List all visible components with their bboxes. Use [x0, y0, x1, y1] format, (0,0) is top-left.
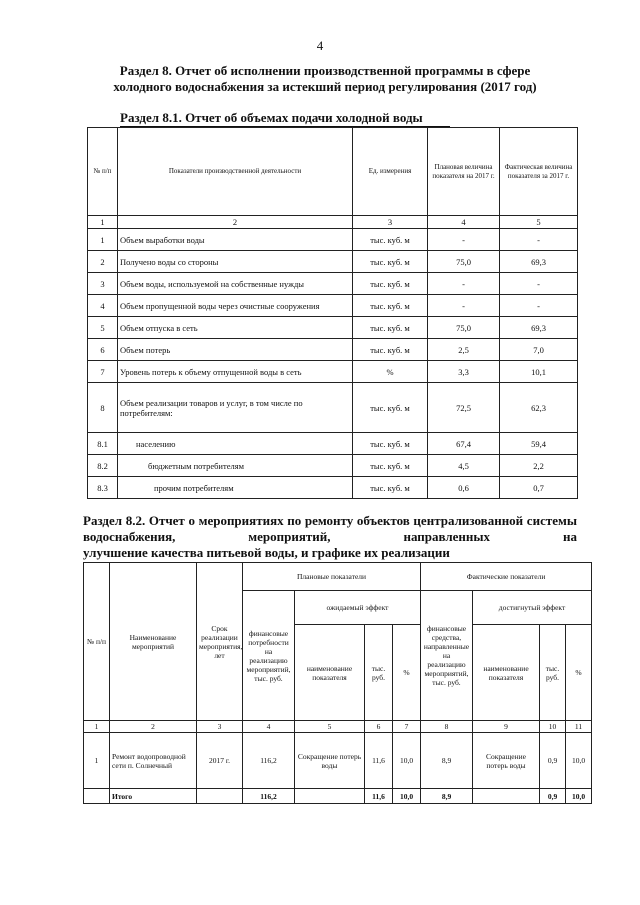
plan-value: 75,0 [428, 317, 500, 339]
plan-value: 67,4 [428, 433, 500, 455]
table-row [88, 317, 578, 339]
row-number: 8.1 [88, 433, 118, 455]
plan-value: 0,6 [428, 477, 500, 499]
row-number: 3 [88, 273, 118, 295]
indicator-name: Объем выработки воды [118, 229, 353, 251]
total-plan-rub: 11,6 [365, 789, 393, 804]
table-row [88, 361, 578, 383]
header-cell: № п/п [88, 128, 118, 216]
fact-value: - [500, 295, 578, 317]
indicator-name: бюджетным потребителям [118, 455, 353, 477]
column-number: 5 [500, 216, 578, 229]
column-number: 8 [421, 721, 473, 733]
section-8-2-title-line2: улучшение качества питьевой воды, и графике их реализации [83, 545, 450, 560]
water-supply-volumes-table [87, 127, 578, 499]
fact-value: 0,7 [500, 477, 578, 499]
table-row [88, 477, 578, 499]
table-row [88, 251, 578, 273]
table-row [88, 455, 578, 477]
page-number: 4 [316, 38, 324, 53]
row-number: 2 [88, 251, 118, 273]
unit: % [353, 361, 428, 383]
fact-value: 69,3 [500, 251, 578, 273]
unit: тыс. куб. м [353, 455, 428, 477]
plan-value: 75,0 [428, 251, 500, 273]
plan-effect-rub: 11,6 [365, 733, 393, 789]
fact-value: 62,3 [500, 383, 578, 433]
fact-indicator: Сокращение потерь воды [473, 733, 540, 789]
header-cell: Фактическая величина показателя за 2017 г. [500, 128, 578, 216]
section-8-title: Раздел 8. Отчет об исполнении производственной программы в сфере холодного водоснабжения за истекший период регулирования (2017 год) [113, 63, 537, 94]
section-8-2-title-line1: Раздел 8.2. Отчет о мероприятиях по ремонту объектов централизованной системы водоснабжения, мероприятий, направленных на [83, 513, 577, 544]
empty-cell [295, 789, 365, 804]
column-number: 7 [393, 721, 421, 733]
column-number: 2 [110, 721, 197, 733]
column-number: 10 [540, 721, 566, 733]
indicator-name: населению [118, 433, 353, 455]
total-fact-rub: 0,9 [540, 789, 566, 804]
unit: тыс. куб. м [353, 383, 428, 433]
table-header-row [88, 128, 578, 216]
repair-measures-table [83, 562, 592, 804]
section-8-1-title: Раздел 8.1. Отчет об объемах подачи холодной воды [120, 110, 450, 127]
plan-value: 4,5 [428, 455, 500, 477]
plan-value: 3,3 [428, 361, 500, 383]
indicator-name: Объем пропущенной воды через очистные сооружения [118, 295, 353, 317]
column-number: 11 [566, 721, 592, 733]
indicator-name: прочим потребителям [118, 477, 353, 499]
column-numbers-row [88, 216, 578, 229]
header-cell: тыс. руб. [365, 625, 393, 721]
row-number: 4 [88, 295, 118, 317]
row-number: 8.3 [88, 477, 118, 499]
header-cell: Ед. измерения [353, 128, 428, 216]
header-cell: % [566, 625, 592, 721]
total-plan-pct: 10,0 [393, 789, 421, 804]
plan-indicator: Сокращение потерь воды [295, 733, 365, 789]
total-row [84, 789, 592, 804]
column-numbers-row [84, 721, 592, 733]
table-row [84, 733, 592, 789]
fact-effect-pct: 10,0 [566, 733, 592, 789]
unit: тыс. куб. м [353, 317, 428, 339]
row-number: 5 [88, 317, 118, 339]
table-row [88, 295, 578, 317]
fact-value: 7,0 [500, 339, 578, 361]
column-number: 5 [295, 721, 365, 733]
header-cell: % [393, 625, 421, 721]
fact-financing: 8,9 [421, 733, 473, 789]
indicator-name: Получено воды со стороны [118, 251, 353, 273]
column-number: 4 [243, 721, 295, 733]
column-number: 1 [88, 216, 118, 229]
header-cell: Показатели производственной деятельности [118, 128, 353, 216]
column-number: 3 [353, 216, 428, 229]
empty-cell [84, 789, 110, 804]
row-number: 1 [88, 229, 118, 251]
table-row [88, 273, 578, 295]
header-cell: тыс. руб. [540, 625, 566, 721]
measure-name: Ремонт водопроводной сети п. Солнечный [110, 733, 197, 789]
row-number: 8 [88, 383, 118, 433]
unit: тыс. куб. м [353, 229, 428, 251]
indicator-name: Объем потерь [118, 339, 353, 361]
plan-value: 2,5 [428, 339, 500, 361]
indicator-name: Объем реализации товаров и услуг, в том числе по потребителям: [118, 383, 353, 433]
unit: тыс. куб. м [353, 477, 428, 499]
plan-value: - [428, 273, 500, 295]
empty-cell [197, 789, 243, 804]
header-cell: Наименование мероприятий [110, 563, 197, 721]
plan-value: - [428, 229, 500, 251]
header-cell: Фактические показатели [421, 563, 592, 591]
column-number: 3 [197, 721, 243, 733]
section-8-2-title [83, 513, 577, 561]
fact-value: 69,3 [500, 317, 578, 339]
header-cell: достигнутый эффект [473, 591, 592, 625]
table-header-row [84, 563, 592, 591]
unit: тыс. куб. м [353, 251, 428, 273]
header-cell: наименование показателя [473, 625, 540, 721]
header-cell: ожидаемый эффект [295, 591, 421, 625]
table-row [88, 229, 578, 251]
column-number: 4 [428, 216, 500, 229]
column-number: 9 [473, 721, 540, 733]
header-cell: финансовые потребности на реализацию мероприятий, тыс. руб. [243, 591, 295, 721]
fact-value: - [500, 273, 578, 295]
table-row [88, 339, 578, 361]
plan-value: - [428, 295, 500, 317]
term: 2017 г. [197, 733, 243, 789]
table-row [88, 433, 578, 455]
column-number: 1 [84, 721, 110, 733]
total-fact-pct: 10,0 [566, 789, 592, 804]
row-number: 7 [88, 361, 118, 383]
indicator-name: Объем отпуска в сеть [118, 317, 353, 339]
plan-effect-pct: 10,0 [393, 733, 421, 789]
header-cell: Плановая величина показателя на 2017 г. [428, 128, 500, 216]
table-row [88, 383, 578, 433]
header-cell: финансовые средства, направленные на реализацию мероприятий, тыс. руб. [421, 591, 473, 721]
row-number: 6 [88, 339, 118, 361]
indicator-name: Уровень потерь к объему отпущенной воды в сеть [118, 361, 353, 383]
fact-value: 10,1 [500, 361, 578, 383]
row-number: 8.2 [88, 455, 118, 477]
header-cell: № п/п [84, 563, 110, 721]
total-plan-financing: 116,2 [243, 789, 295, 804]
unit: тыс. куб. м [353, 295, 428, 317]
fact-value: 2,2 [500, 455, 578, 477]
column-number: 6 [365, 721, 393, 733]
empty-cell [473, 789, 540, 804]
row-number: 1 [84, 733, 110, 789]
header-cell: Срок реализации мероприятия, лет [197, 563, 243, 721]
column-number: 2 [118, 216, 353, 229]
fact-effect-rub: 0,9 [540, 733, 566, 789]
fact-value: - [500, 229, 578, 251]
total-label: Итого [110, 789, 197, 804]
header-cell: наименование показателя [295, 625, 365, 721]
total-fact-financing: 8,9 [421, 789, 473, 804]
unit: тыс. куб. м [353, 273, 428, 295]
unit: тыс. куб. м [353, 433, 428, 455]
indicator-name: Объем воды, используемой на собственные нужды [118, 273, 353, 295]
plan-value: 72,5 [428, 383, 500, 433]
header-cell: Плановые показатели [243, 563, 421, 591]
plan-financing: 116,2 [243, 733, 295, 789]
unit: тыс. куб. м [353, 339, 428, 361]
fact-value: 59,4 [500, 433, 578, 455]
